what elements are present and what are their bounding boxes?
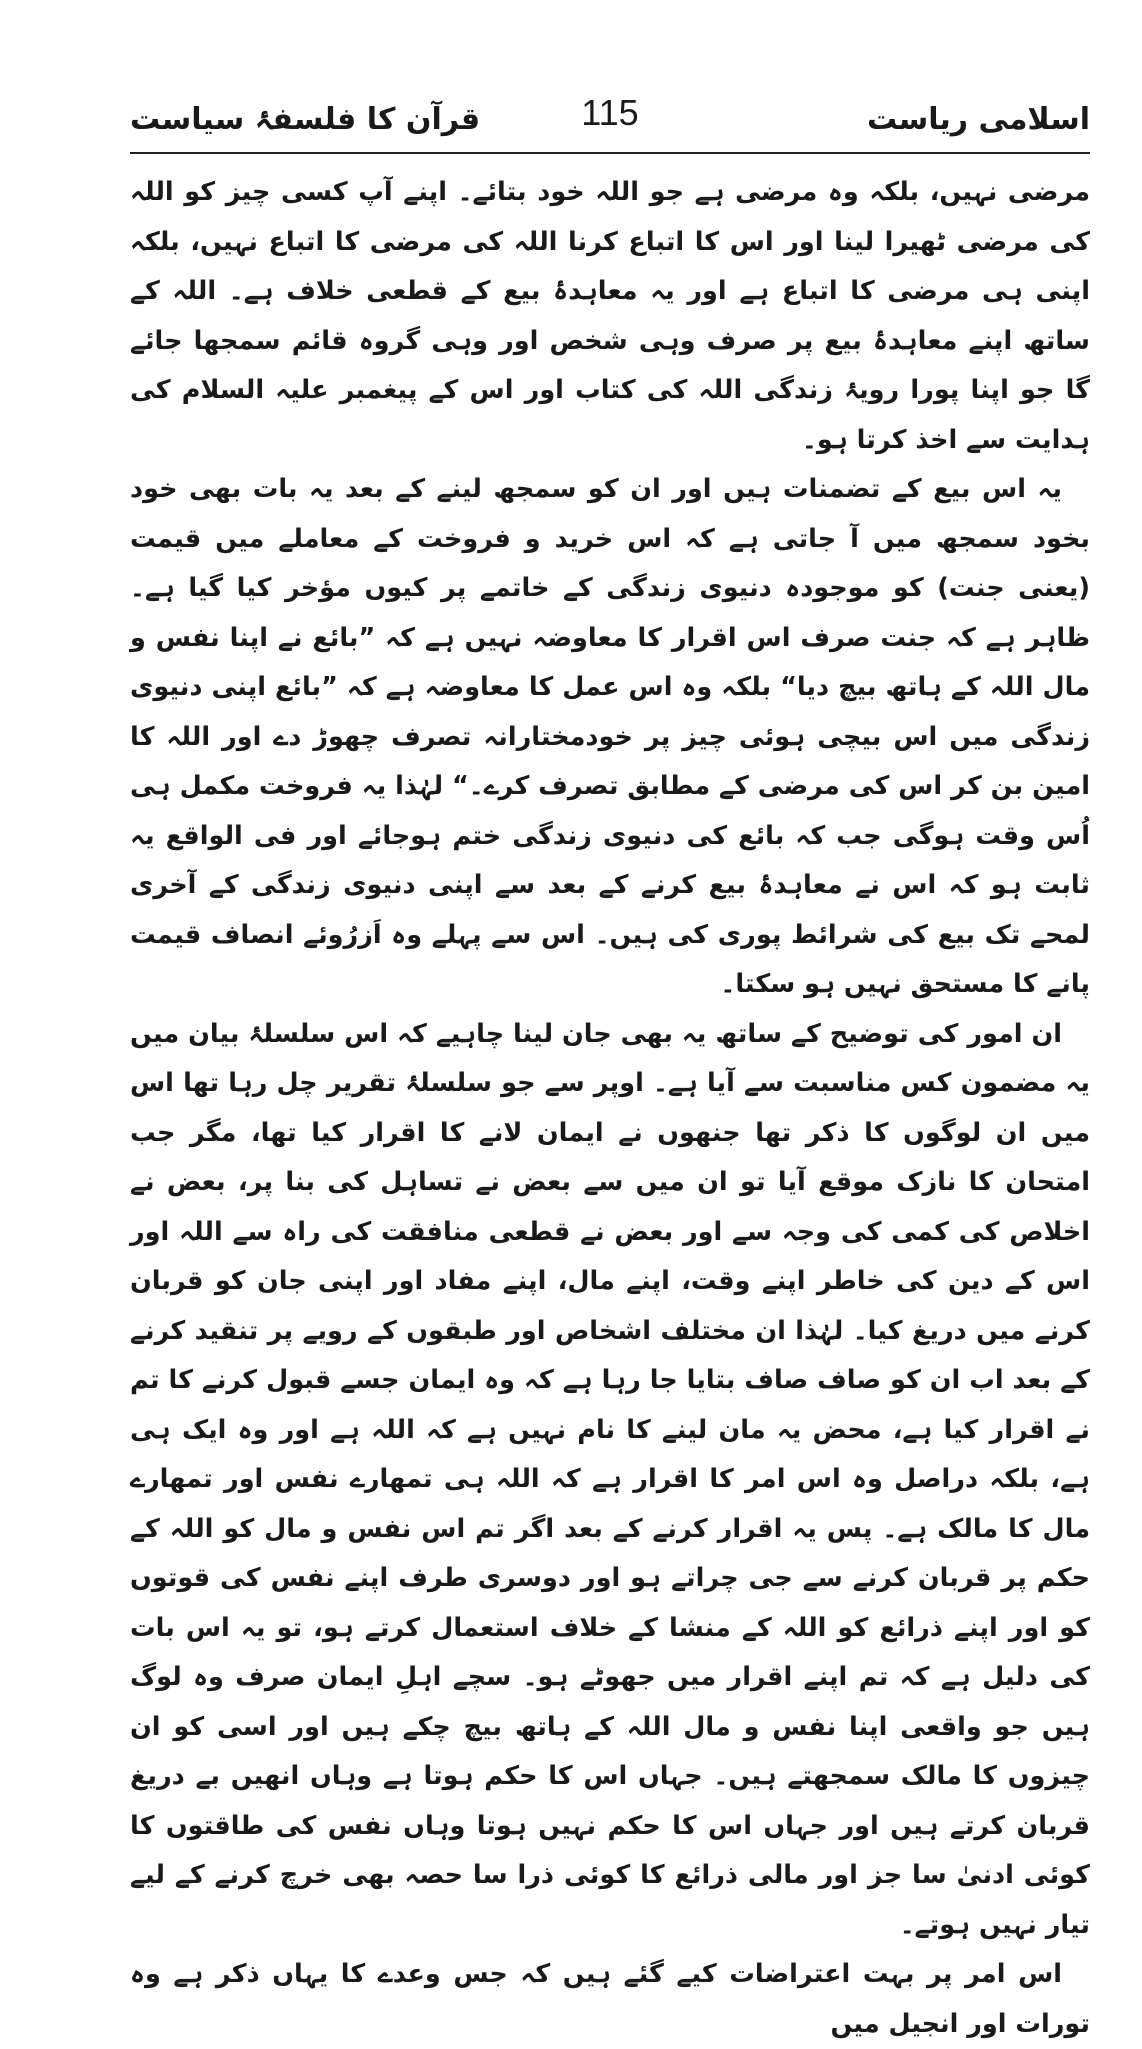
paragraph-1: مرضی نہیں، بلکہ وہ مرضی ہے جو اللہ خود بتائے۔ اپنے آپ کسی چیز کو اللہ کی مرضی ٹھیرا لینا اور اس کا اتباع کرنا اللہ کی مرضی کا اتباع نہیں، بلکہ اپنی ہی مرضی کا اتباع ہے اور یہ معاہدۂ بیع کے قطعی خلاف ہے۔ اللہ کے ساتھ اپنے معاہدۂ بیع پر صرف وہی شخص اور وہی گروہ قائم سمجھا جائے گا جو اپنا پورا رویۂ زندگی اللہ کی کتاب اور اس کے پیغمبر علیہ السلام کی ہدایت سے اخذ کرتا ہو۔ <box>130 177 1090 455</box>
book-title: قرآن کا فلسفۂ سیاست <box>130 102 481 137</box>
page-body <box>130 168 1090 2049</box>
paragraph-2: یہ اس بیع کے تضمنات ہیں اور ان کو سمجھ لینے کے بعد یہ بات بھی خود بخود سمجھ میں آ جاتی ہے کہ اس خرید و فروخت کے معاملے میں قیمت (یعنی جنت) کو موجودہ دنیوی زندگی کے خاتمے پر کیوں مؤخر کیا گیا ہے۔ ظاہر ہے کہ جنت صرف اس اقرار کا معاوضہ نہیں ہے کہ ”بائع نے اپنا نفس و مال اللہ کے ہاتھ بیچ دیا“ بلکہ وہ اس عمل کا معاوضہ ہے کہ ”بائع اپنی دنیوی زندگی میں اس بیچی ہوئی چیز پر خودمختارانہ تصرف چھوڑ دے اور اللہ کا امین بن کر اس کی مرضی کے مطابق تصرف کرے۔“ لہٰذا یہ فروخت مکمل ہی اُس وقت ہوگی جب کہ بائع کی دنیوی زندگی ختم ہوجائے اور فی الواقع یہ ثابت ہو کہ اس نے معاہدۂ بیع کرنے کے بعد سے اپنی دنیوی زندگی کے آخری لمحے تک بیع کی شرائط پوری کی ہیں۔ اس سے پہلے وہ اَزرُوئے انصاف قیمت پانے کا مستحق نہیں ہو سکتا۔ <box>130 474 1090 999</box>
chapter-title: اسلامی ریاست <box>867 102 1090 137</box>
paragraph-4: اس امر پر بہت اعتراضات کیے گئے ہیں کہ جس وعدے کا یہاں ذکر ہے وہ تورات اور انجیل میں <box>130 1959 1090 2039</box>
header-divider <box>130 152 1090 154</box>
page-header <box>130 92 1090 148</box>
paragraph-3: ان امور کی توضیح کے ساتھ یہ بھی جان لینا چاہیے کہ اس سلسلۂ بیان میں یہ مضمون کس مناسبت سے آیا ہے۔ اوپر سے جو سلسلۂ تقریر چل رہا تھا اس میں ان لوگوں کا ذکر تھا جنھوں نے ایمان لانے کا اقرار کیا تھا، مگر جب امتحان کا نازک موقع آیا تو ان میں سے بعض نے تساہل کی بنا پر، بعض نے اخلاص کی کمی کی وجہ سے اور بعض نے قطعی منافقت کی راہ سے اللہ اور اس کے دین کی خاطر اپنے وقت، اپنے مال، اپنے مفاد اور اپنی جان کو قربان کرنے میں دریغ کیا۔ لہٰذا ان مختلف اشخاص اور طبقوں کے رویے پر تنقید کرنے کے بعد اب ان کو صاف صاف بتایا جا رہا ہے کہ وہ ایمان جسے قبول کرنے کا تم نے اقرار کیا ہے، محض یہ مان لینے کا نام نہیں ہے کہ اللہ ہے اور وہ ایک ہی ہے، بلکہ دراصل وہ اس امر کا اقرار ہے کہ اللہ ہی تمھارے نفس اور تمھارے مال کا مالک ہے۔ پس یہ اقرار کرنے کے بعد اگر تم اس نفس و مال کو اللہ کے حکم پر قربان کرنے سے جی چراتے ہو اور دوسری طرف اپنے نفس کی قوتوں کو اور اپنے ذرائع کو اللہ کے منشا کے خلاف استعمال کرتے ہو، تو یہ اس بات کی دلیل ہے کہ تم اپنے اقرار میں جھوٹے ہو۔ سچے اہلِ ایمان صرف وہ لوگ ہیں جو واقعی اپنا نفس و مال اللہ کے ہاتھ بیچ چکے ہیں اور اسی کو ان چیزوں کا مالک سمجھتے ہیں۔ جہاں اس کا حکم ہوتا ہے وہاں انھیں بے دریغ قربان کرتے ہیں اور جہاں اس کا حکم نہیں ہوتا وہاں نفس کی طاقتوں کا کوئی ادنیٰ سا جز اور مالی ذرائع کا کوئی ذرا سا حصہ بھی خرچ کرنے کے لیے تیار نہیں ہوتے۔ <box>130 1018 1090 1940</box>
page-number: 115 <box>581 92 639 133</box>
